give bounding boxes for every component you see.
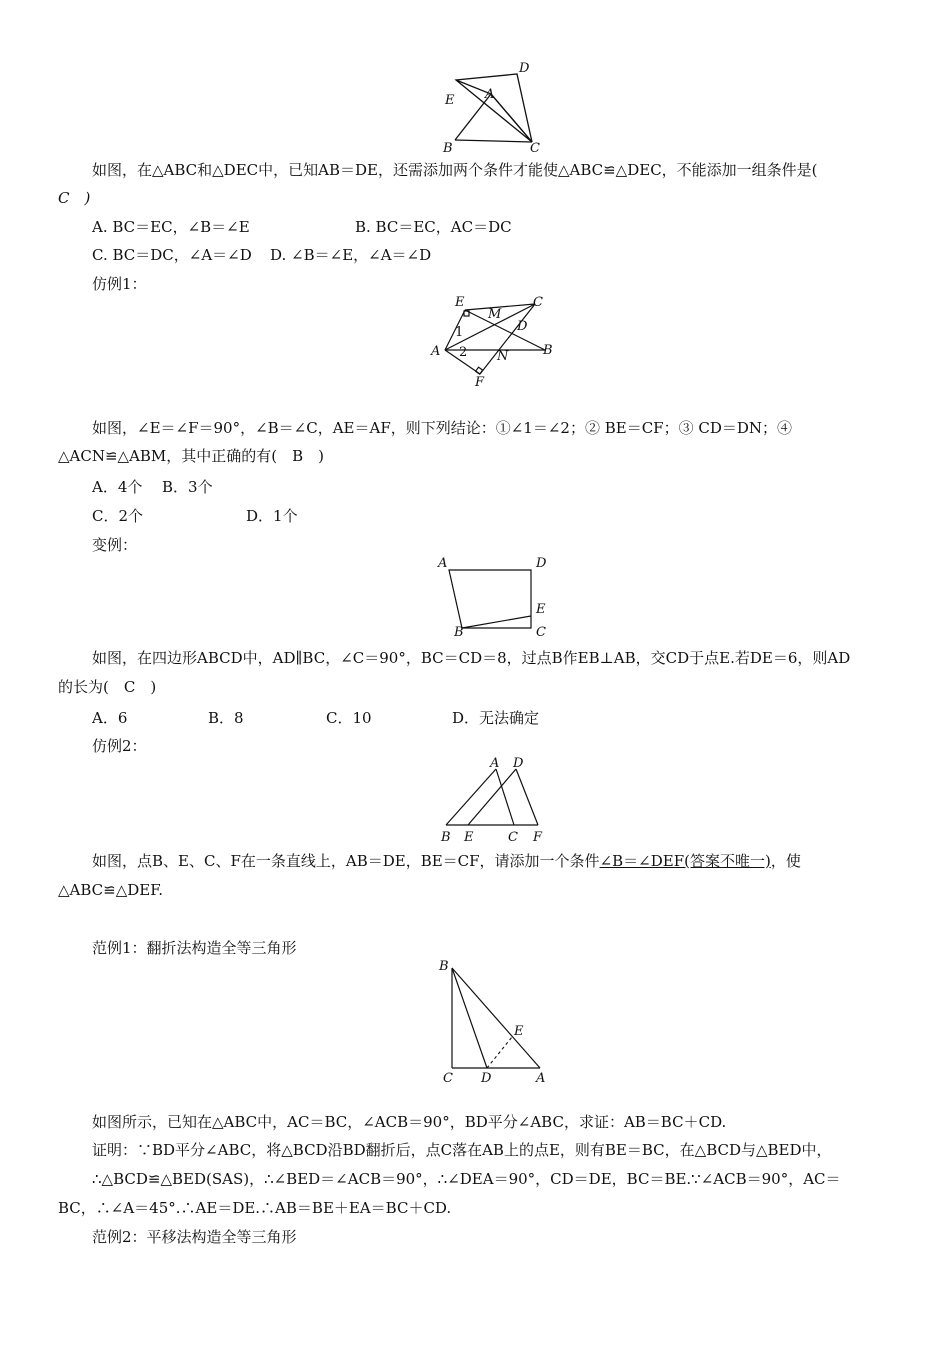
- label-n: N: [497, 349, 509, 364]
- label-b: B: [443, 141, 453, 155]
- fan1-proof-line1: 证明：∵BD平分∠ABC，将△BCD沿BD翻折后，点C落在AB上的点E，则有BE＝BC，在△BCD与△BED中，: [92, 1141, 832, 1159]
- label-a: A: [485, 87, 495, 102]
- figure-fang1: [425, 292, 560, 392]
- label-f: F: [533, 830, 543, 845]
- fang1-option-a: A．4个: [92, 478, 143, 496]
- figure-fang2: [436, 755, 551, 847]
- ex0-question-line2: C ): [58, 189, 91, 207]
- label-a: A: [490, 756, 500, 771]
- label-d: D: [517, 319, 528, 334]
- ex0-question-line1: 如图，在△ABC和△DEC中，已知AB＝DE，还需添加两个条件才能使△ABC≌△DEC，不能添加一组条件是(: [92, 161, 818, 179]
- bian-option-d: D．无法确定: [452, 709, 540, 727]
- fan1-title: 范例1：翻折法构造全等三角形: [92, 939, 297, 957]
- bian-option-c: C．10: [326, 709, 372, 727]
- label-d: D: [513, 756, 524, 771]
- fang2-question-text-a: 如图，点B、E、C、F在一条直线上，AB＝DE，BE＝CF，请添加一个条件: [92, 852, 600, 870]
- bian-question-line1: 如图，在四边形ABCD中，AD∥BC，∠C＝90°，BC＝CD＝8，过点B作EB⊥AB，交CD于点E.若DE＝6，则AD: [92, 649, 851, 667]
- label-1: 1: [455, 325, 464, 340]
- label-e: E: [445, 93, 455, 108]
- label-e: E: [514, 1024, 524, 1039]
- label-d: D: [536, 556, 547, 571]
- fang2-answer: ∠B＝∠DEF(答案不唯一): [599, 852, 771, 870]
- label-b: B: [439, 959, 449, 974]
- label-c: C: [536, 625, 546, 640]
- label-a: A: [536, 1071, 546, 1086]
- label-c: C: [443, 1071, 453, 1086]
- fang1-question-line1: 如图，∠E＝∠F＝90°，∠B＝∠C，AE＝AF，则下列结论：①∠1＝∠2；② BE＝CF；③ CD＝DN；④: [92, 419, 793, 437]
- fang2-question-line2: △ABC≌△DEF.: [58, 881, 164, 899]
- label-a: A: [431, 344, 441, 359]
- bian-option-b: B．8: [208, 709, 244, 727]
- fan2-title: 范例2：平移法构造全等三角形: [92, 1228, 297, 1246]
- label-d: D: [481, 1071, 492, 1086]
- label-2: 2: [459, 345, 468, 360]
- fan1-proof-line3: BC，∴∠A＝45°.∴AE＝DE.∴AB＝BE＋EA＝BC＋CD.: [58, 1199, 452, 1217]
- bian-question-line2: 的长为( C ): [58, 678, 157, 696]
- label-b: B: [454, 625, 464, 640]
- fang1-title: 仿例1：: [92, 275, 147, 293]
- ex0-option-c: C. BC＝DC，∠A＝∠D: [92, 246, 252, 264]
- fang1-option-c: C．2个: [92, 507, 144, 525]
- fang2-title: 仿例2：: [92, 737, 147, 755]
- fang1-option-b: B．3个: [162, 478, 213, 496]
- ex0-option-a: A. BC＝EC，∠B＝∠E: [92, 218, 250, 236]
- fang1-question-line2: △ACN≌△ABM，其中正确的有( B ): [58, 447, 325, 465]
- label-b: B: [543, 343, 553, 358]
- fang2-question-text-b: ，使: [770, 852, 801, 870]
- bian-title: 变例：: [92, 536, 138, 554]
- bian-option-a: A．6: [92, 709, 128, 727]
- label-e: E: [536, 602, 546, 617]
- label-c: C: [530, 141, 540, 155]
- label-c: C: [533, 295, 543, 310]
- label-a: A: [438, 556, 448, 571]
- label-b: B: [441, 830, 451, 845]
- label-c: C: [508, 830, 518, 845]
- fang2-question-line1: [92, 851, 801, 871]
- fang1-option-d: D．1个: [246, 507, 298, 525]
- label-e: E: [464, 830, 474, 845]
- fan1-proof-line2: ∴△BCD≌△BED(SAS)，∴∠BED＝∠ACB＝90°，∴∠DEA＝90°，CD＝DE，BC＝BE.∵∠ACB＝90°，AC＝: [92, 1170, 841, 1188]
- label-d: D: [519, 61, 530, 76]
- ex0-option-b: B. BC＝EC，AC＝DC: [355, 218, 512, 236]
- label-e: E: [455, 295, 465, 310]
- figure-quadrilateral: [432, 552, 557, 642]
- figure-fan1: [436, 956, 556, 1088]
- ex0-option-d: D. ∠B＝∠E，∠A＝∠D: [270, 246, 432, 264]
- label-m: M: [488, 307, 502, 322]
- fan1-question: 如图所示，已知在△ABC中，AC＝BC，∠ACB＝90°，BD平分∠ABC，求证：AB＝BC＋CD.: [92, 1113, 727, 1131]
- figure-triangles-abc-dec: [440, 60, 550, 155]
- label-f: F: [475, 375, 485, 390]
